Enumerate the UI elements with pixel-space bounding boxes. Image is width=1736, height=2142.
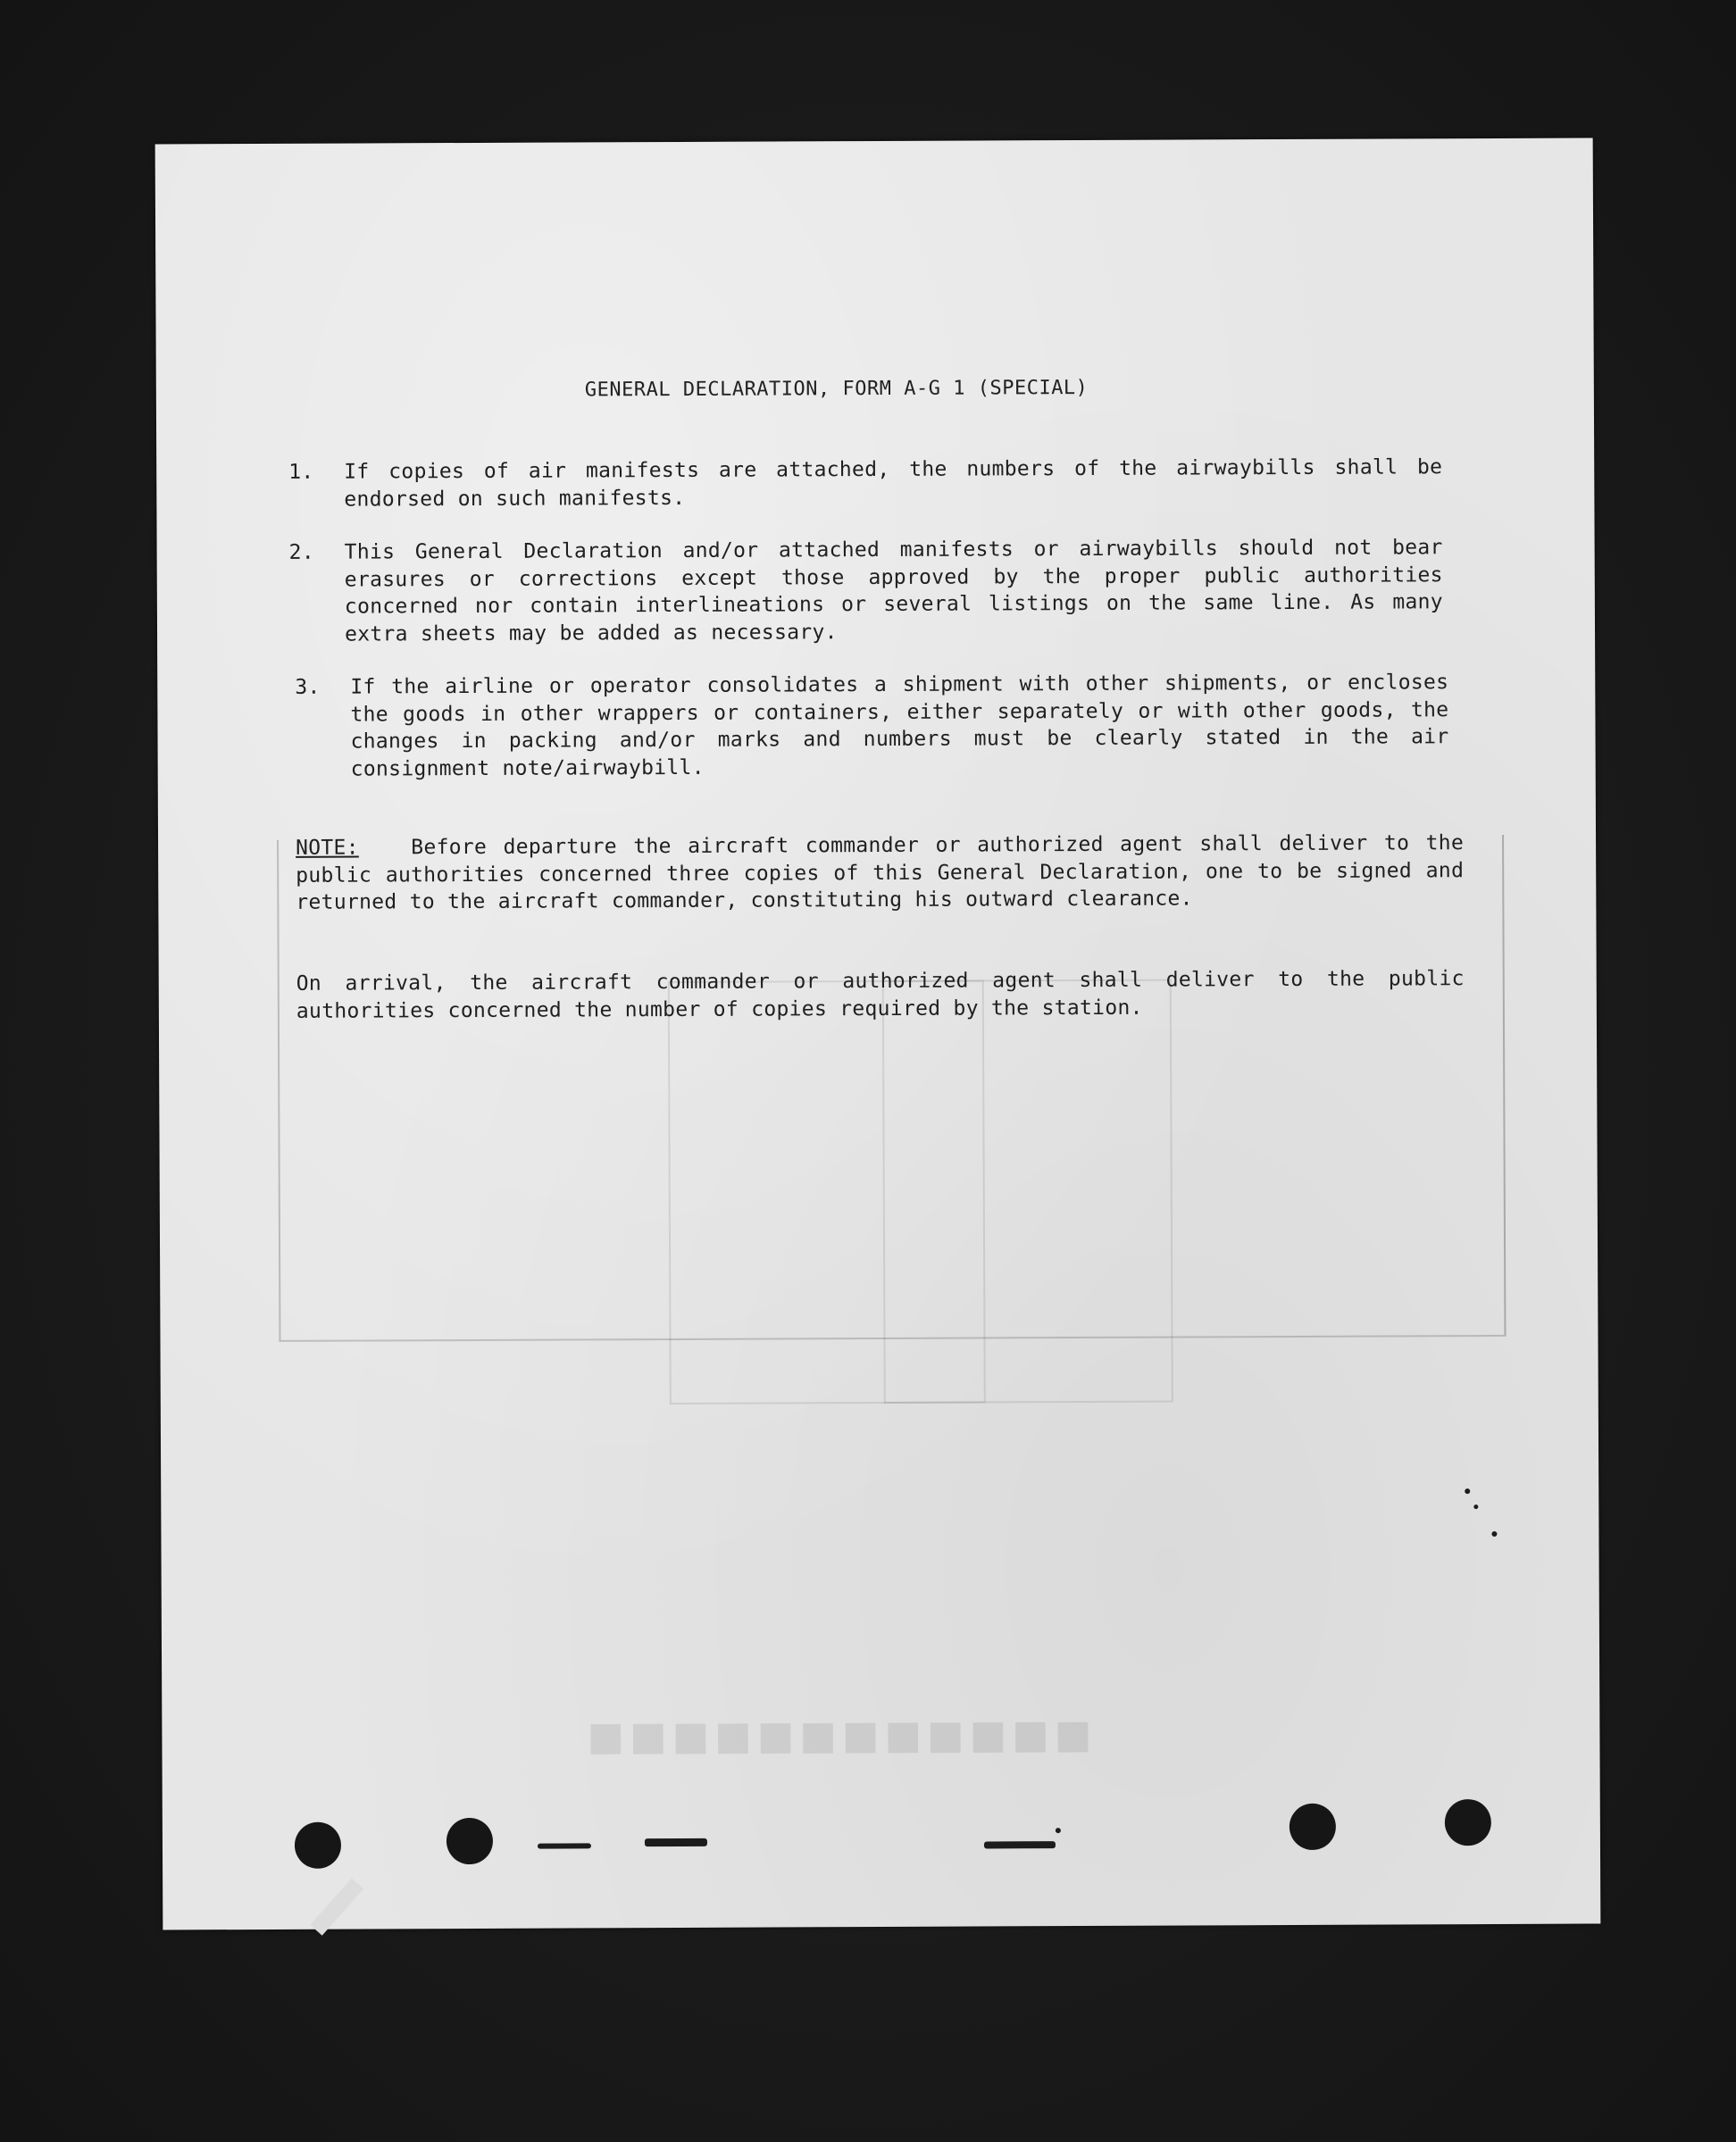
item-text: This General Declaration and/or attached manifests or airwaybills should not bear erasures or corrections except those approved by the proper public authorities concerned nor contain interlineations or several listings on the same line. As many extra sheets may be added as necessary.: [344, 536, 1443, 646]
item-text: If the airline or operator consolidates a shipment with other shipments, or encloses the goods in other wrappers or containers, either separately or with other goods, the changes in packing and/or marks and numbers must be clearly stated in the air consignment note/airwaybill.: [350, 671, 1449, 781]
ink-speck: [538, 1843, 591, 1848]
arrival-paragraph: On arrival, the aircraft commander or authorized agent shall deliver to the public authorities concerned the number of copies required by the station.: [296, 967, 1465, 1023]
ink-speck: [1473, 1504, 1478, 1509]
document-page: [155, 138, 1601, 1929]
page-title: GENERAL DECLARATION, FORM A-G 1 (SPECIAL): [584, 376, 1089, 402]
note-paragraph: [296, 829, 1464, 916]
note-label: NOTE:: [296, 836, 359, 860]
paper-tab: [310, 1879, 363, 1936]
ink-speck: [1465, 1488, 1470, 1494]
ink-speck: [984, 1841, 1056, 1848]
ink-speck: [1056, 1828, 1061, 1833]
item-number: 1.: [288, 460, 314, 484]
item-text: If copies of air manifests are attached, the numbers of the airwaybills shall be endorsed on such manifests.: [344, 455, 1443, 512]
punch-hole: [447, 1818, 493, 1864]
item-number: 2.: [288, 540, 314, 564]
punch-hole: [1289, 1804, 1336, 1850]
punch-hole: [1445, 1799, 1491, 1846]
punch-hole: [295, 1822, 341, 1869]
ink-speck: [645, 1838, 707, 1846]
ink-speck: [1491, 1531, 1497, 1537]
note-text: Before departure the aircraft commander or authorized agent shall deliver to the public authorities concerned three copies of this General Declaration, one to be signed and returned to the aircraft commander, constituting his outward clearance.: [296, 831, 1465, 914]
item-number: 3.: [295, 675, 321, 699]
bleed-through-heading: ■■■■■■■■■■■■: [581, 1711, 1092, 1760]
